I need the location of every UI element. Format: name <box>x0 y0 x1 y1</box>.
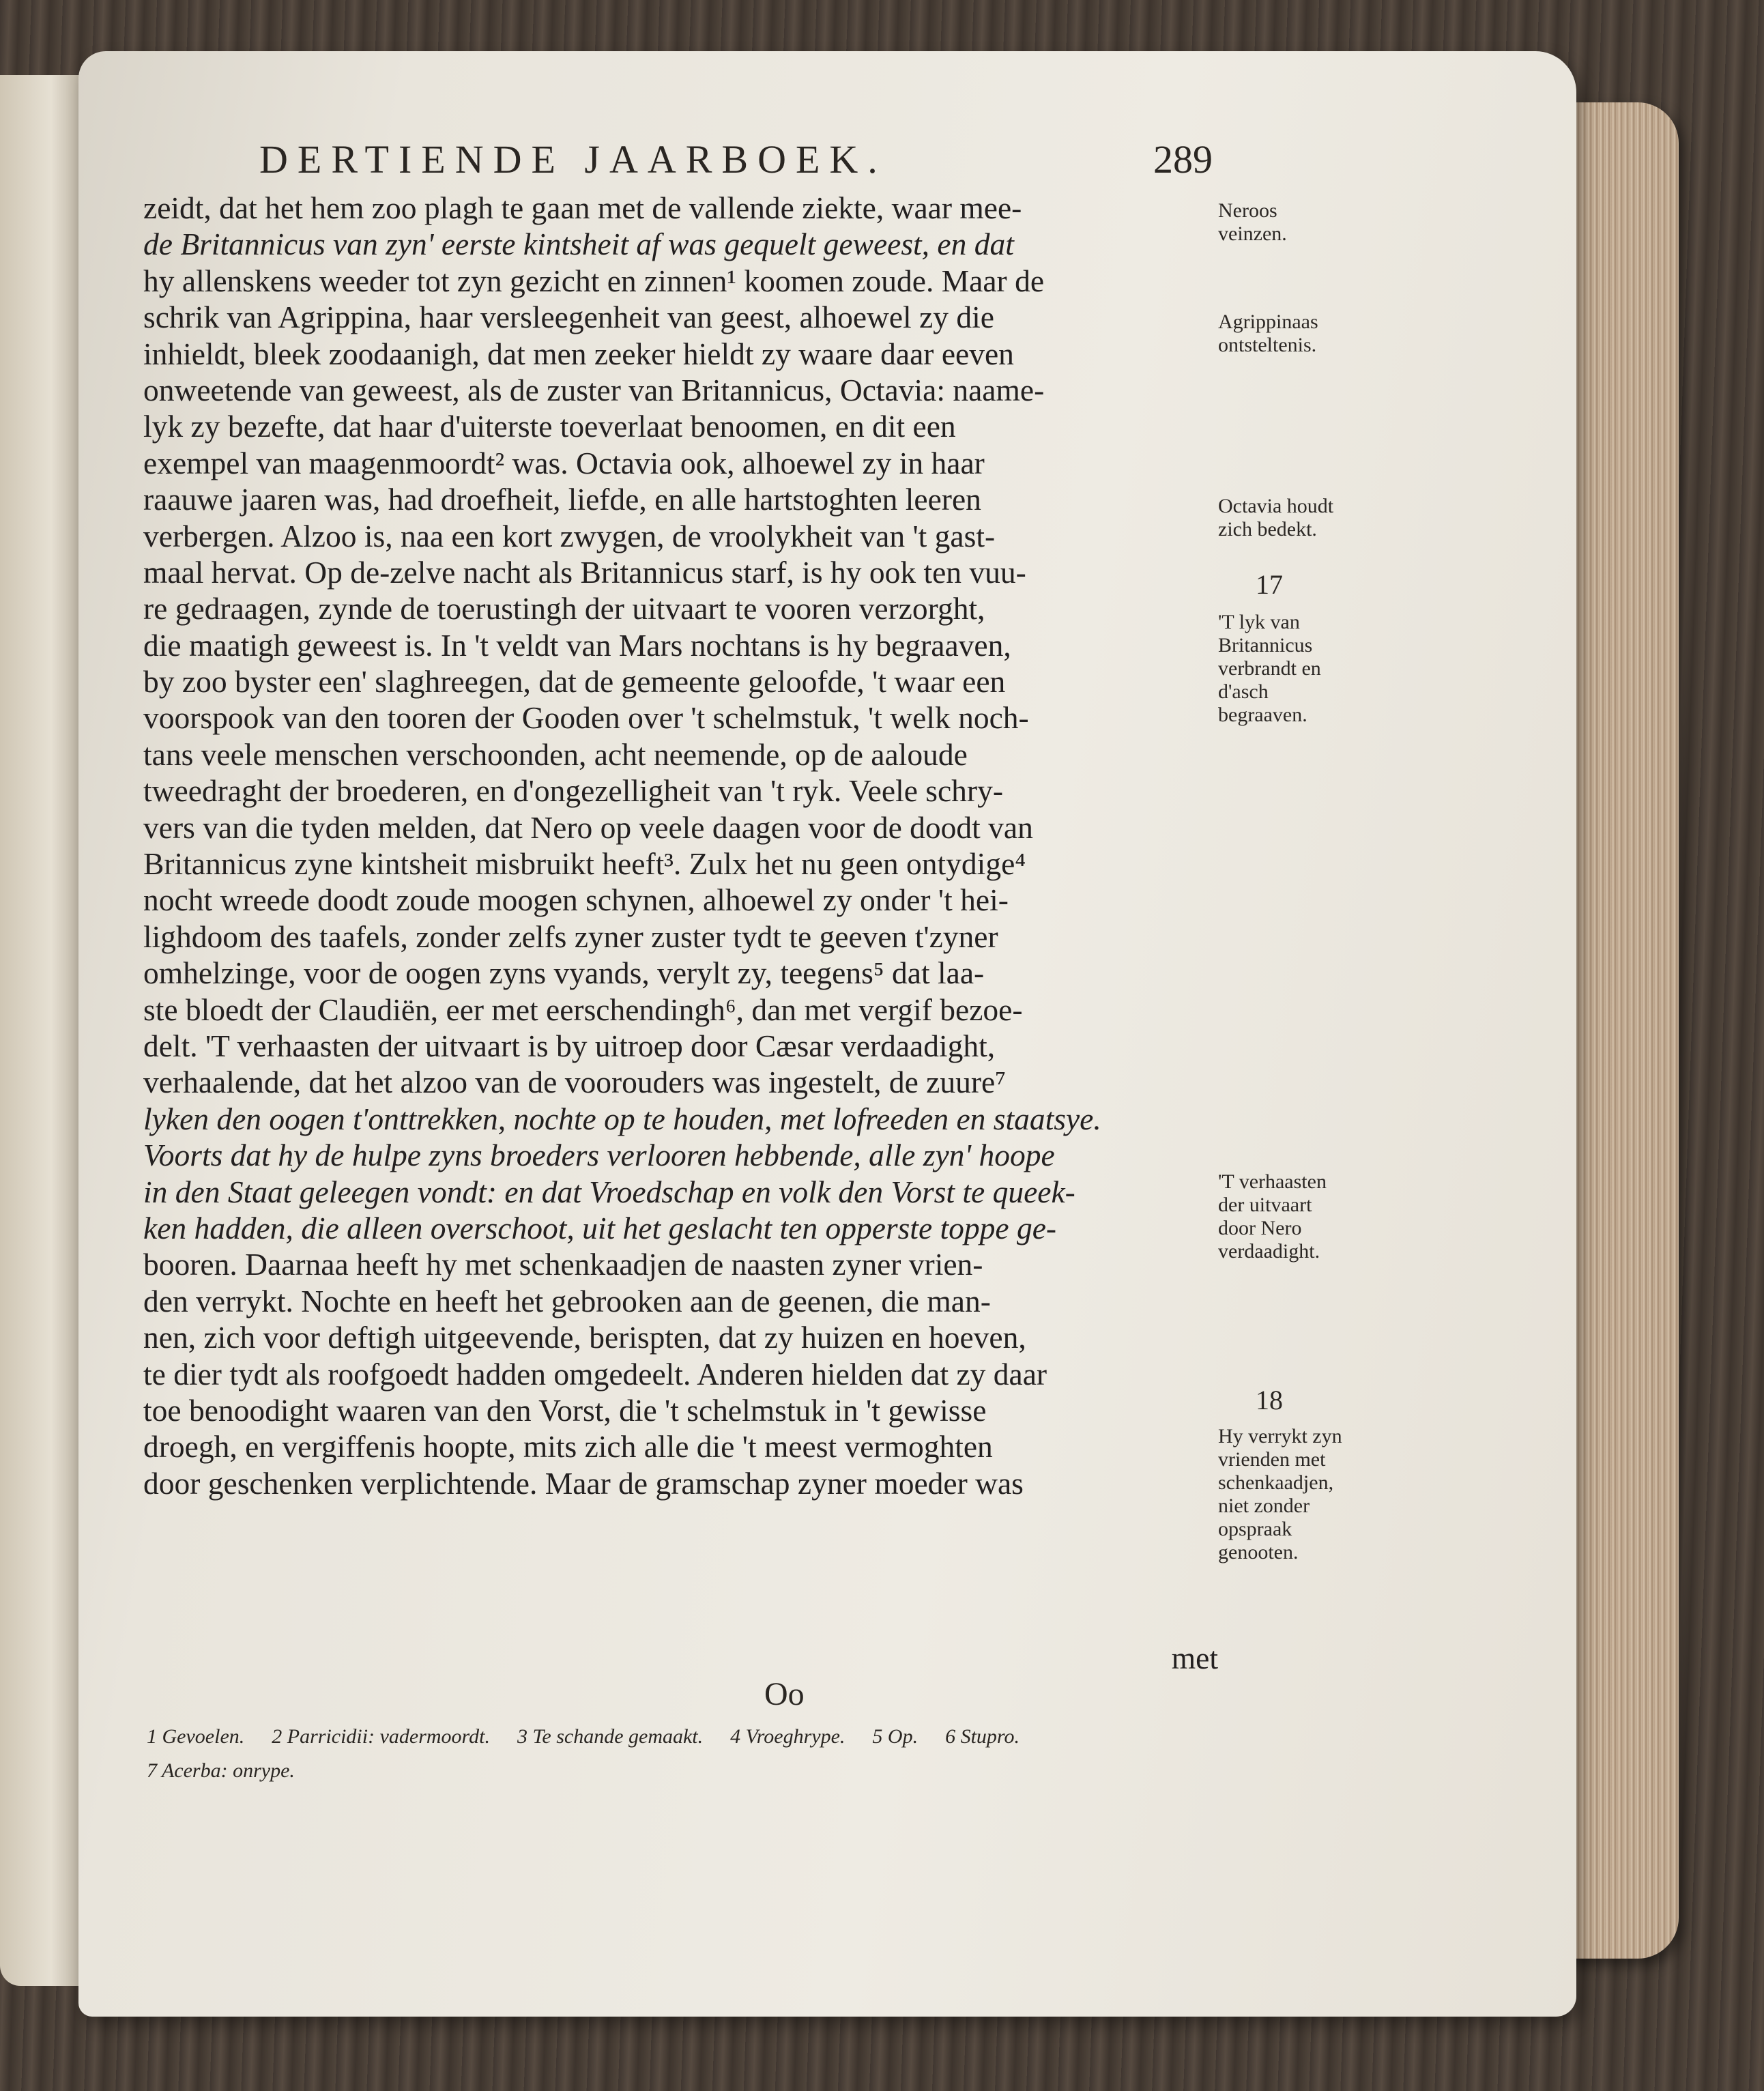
text-line: maal hervat. Op de-zelve nacht als Britannicus starf, is hy ook ten vuu- <box>143 554 1026 590</box>
text-line: in den Staat geleegen vondt: en dat Vroedschap en volk den Vorst te queek- <box>143 1174 1075 1209</box>
text-line: Voorts dat hy de hulpe zyns broeders verlooren hebbende, alle zyn' hoope <box>143 1138 1055 1173</box>
text-line: delt. 'T verhaasten der uitvaart is by uitroep door Cæsar verdaadight, <box>143 1028 996 1063</box>
text-line: schrik van Agrippina, haar versleegenheit van geest, alhoewel zy die <box>143 300 994 335</box>
main-text <box>143 190 1218 1501</box>
text-line: verhaalende, dat het alzoo van de voorouders was ingestelt, de zuure⁷ <box>143 1065 1007 1100</box>
text-line: die maatigh geweest is. In 't veldt van Mars nochtans is hy begraaven, <box>143 627 1011 663</box>
footnote: 7 Acerba: onrype. <box>147 1759 295 1782</box>
text-line: tans veele menschen verschoonden, acht neemende, op de aaloude <box>143 736 968 772</box>
text-line: lyk zy bezefte, dat haar d'uiterste toeverlaat benoomen, en dit een <box>143 409 956 444</box>
catchword: met <box>1171 1641 1218 1675</box>
text-line: vers van die tyden melden, dat Nero op veele daagen voor de doodt van <box>143 809 1033 845</box>
text-line: exempel van maagenmoordt² was. Octavia ook, alhoewel zy in haar <box>143 445 985 480</box>
margin-note-6: Hy verrykt zyn vrienden met schenkaadjen, niet zonder opspraak genooten. <box>1218 1425 1342 1563</box>
margin-note-4: 'T lyk van Britannicus verbrandt en d'asch begraaven. <box>1218 611 1321 726</box>
text-line: Britannicus zyne kintsheit misbruikt heeft³. Zulx het nu geen ontydige⁴ <box>143 846 1026 882</box>
footnotes-line-2 <box>147 1754 1211 1788</box>
text-line: droegh, en vergiffenis hoopte, mits zich alle die 't meest vermoghten <box>143 1429 993 1465</box>
text-line: by zoo byster een' slaghreegen, dat de gemeente geloofde, 't waar een <box>143 664 1006 700</box>
text-line: de Britannicus van zyn' eerste kintsheit af was gequelt geweest, en dat <box>143 227 1014 262</box>
text-line: zeidt, dat het hem zoo plagh te gaan met de vallende ziekte, waar mee- <box>143 190 1022 225</box>
text-line: toe benoodight waaren van den Vorst, die 't schelmstuk in 't gewisse <box>143 1392 987 1428</box>
text-line: nen, zich voor deftigh uitgeevende, berispten, dat zy huizen en hoeven, <box>143 1320 1026 1355</box>
text-line: nocht wreede doodt zoude moogen schynen, alhoewel zy onder 't hei- <box>143 882 1009 918</box>
footnote: 1 Gevoelen. <box>147 1725 245 1748</box>
footnote: 2 Parricidii: vadermoordt. <box>272 1725 490 1748</box>
section-number-17: 17 <box>1256 569 1283 600</box>
signature-mark: Oo <box>764 1676 805 1712</box>
facing-page-edge <box>0 75 85 1986</box>
text-line: den verrykt. Nochte en heeft het gebrooken aan de geenen, die man- <box>143 1283 991 1318</box>
text-line: omhelzinge, voor de oogen zyns vyands, verylt zy, teegens⁵ dat laa- <box>143 955 985 991</box>
text-line: raauwe jaaren was, had droefheit, liefde, en alle hartstoghten leeren <box>143 482 981 517</box>
text-line: ste bloedt der Claudiën, eer met eerschendingh⁶, dan met vergif bezoe- <box>143 992 1023 1027</box>
margin-note-2: Agrippinaas ontsteltenis. <box>1218 311 1318 356</box>
text-line: booren. Daarnaa heeft hy met schenkaadjen de naasten zyner vrien- <box>143 1247 983 1282</box>
page-number: 289 <box>1153 137 1213 182</box>
footnote: 6 Stupro. <box>945 1725 1020 1748</box>
text-line: hy allenskens weeder tot zyn gezicht en zinnen¹ koomen zoude. Maar de <box>143 263 1045 298</box>
footnote: 4 Vroeghrype. <box>730 1725 845 1748</box>
text-line: lyken den oogen t'onttrekken, nochte op te houden, met lofreeden en staatsye. <box>143 1101 1101 1136</box>
margin-note-5: 'T verhaasten der uitvaart door Nero verdaadight. <box>1218 1170 1327 1263</box>
text-line: inhieldt, bleek zoodaanigh, dat men zeeker hieldt zy waare daar eeven <box>143 336 1014 371</box>
text-line: lighdoom des taafels, zonder zelfs zyner zuster tydt te geeven t'zyner <box>143 919 998 954</box>
text-line: door geschenken verplichtende. Maar de gramschap zyner moeder was <box>143 1465 1024 1501</box>
text-line: re gedraagen, zynde de toerustingh der uitvaart te vooren verzorght, <box>143 591 985 626</box>
running-head: DERTIENDE JAARBOEK. <box>259 137 887 182</box>
text-line: verbergen. Alzoo is, naa een kort zwygen, de vroolykheit van 't gast- <box>143 518 996 553</box>
footnotes-line-1 <box>147 1720 1211 1754</box>
margin-note-1: Neroos veinzen. <box>1218 199 1287 245</box>
text-line: te dier tydt als roofgoedt hadden omgedeelt. Anderen hielden dat zy daar <box>143 1356 1047 1391</box>
footnote: 5 Op. <box>872 1725 919 1748</box>
footnotes <box>147 1720 1211 1788</box>
text-line: ken hadden, die alleen overschoot, uit het geslacht ten opperste toppe ge- <box>143 1210 1057 1245</box>
text-line: tweedraght der broederen, en d'ongezelligheit van 't ryk. Veele schry- <box>143 773 1003 809</box>
margin-note-3: Octavia houdt zich bedekt. <box>1218 495 1334 540</box>
footnote: 3 Te schande gemaakt. <box>517 1725 704 1748</box>
section-number-18: 18 <box>1256 1385 1283 1415</box>
text-line: voorspook van den tooren der Gooden over 't schelmstuk, 't welk noch- <box>143 700 1029 736</box>
text-line: onweetende van geweest, als de zuster van Britannicus, Octavia: naame- <box>143 372 1045 407</box>
